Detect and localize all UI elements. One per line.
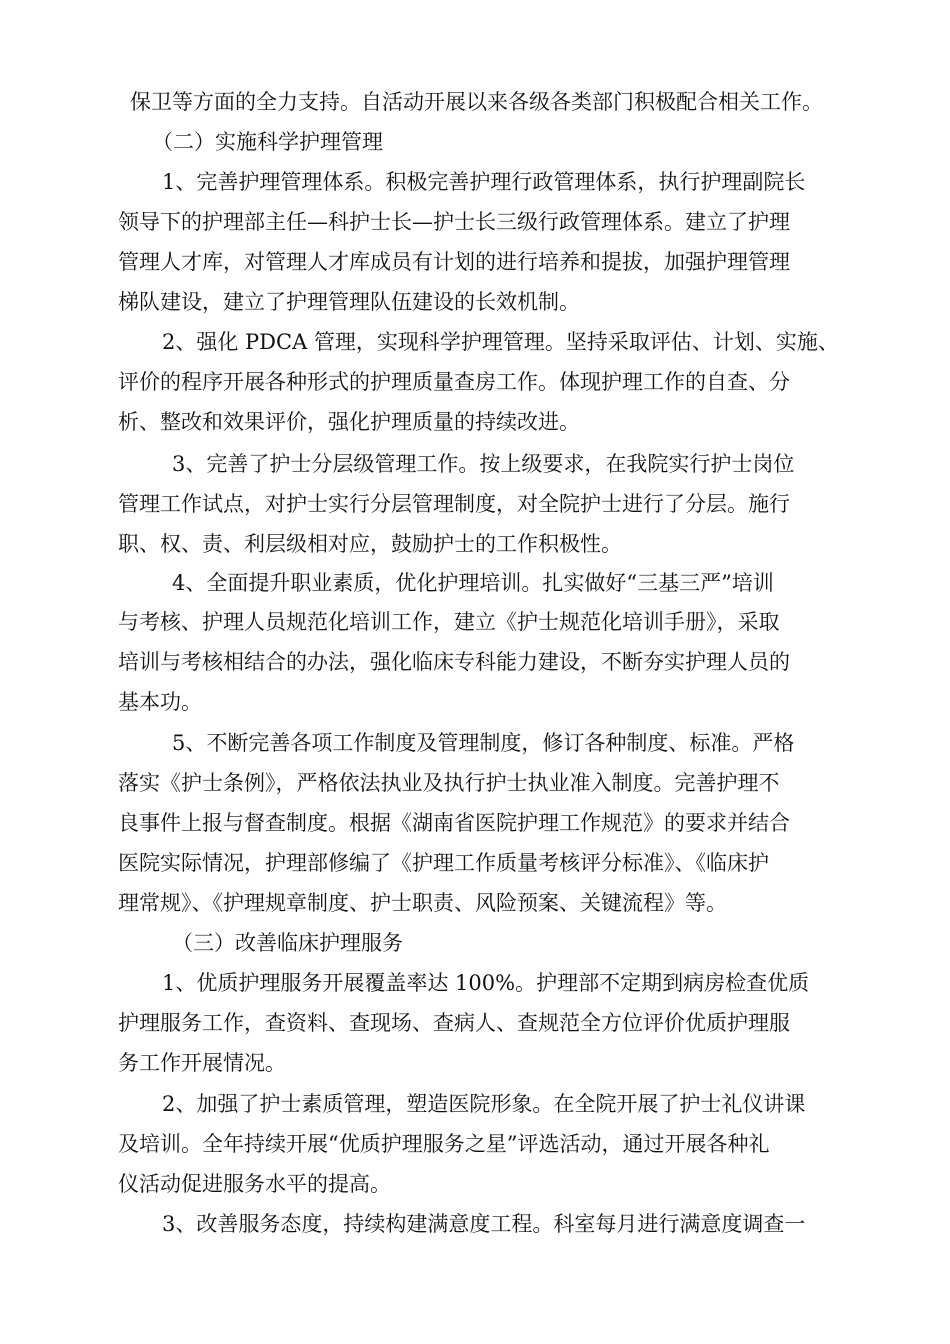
text-line: 3、改善服务态度，持续构建满意度工程。科室每月进行满意度调查一 (162, 1212, 806, 1236)
text-line: 管理人才库，对管理人才库成员有计划的进行培养和提拔，加强护理管理 (118, 250, 790, 274)
text-line: 梯队建设，建立了护理管理队伍建设的长效机制。 (118, 290, 580, 314)
text-line: 与考核、护理人员规范化培训工作，建立《护士规范化培训手册》，采取 (118, 610, 780, 634)
section-heading: （二）实施科学护理管理 (152, 130, 383, 154)
text-line: 仪活动促进服务水平的提高。 (118, 1172, 391, 1196)
text-line: 培训与考核相结合的办法，强化临床专科能力建设，不断夯实护理人员的 (118, 650, 790, 674)
text-line: 落实《护士条例》，严格依法执业及执行护士执业准入制度。完善护理不 (118, 771, 780, 795)
text-line: 2、加强了护士素质管理，塑造医院形象。在全院开展了护士礼仪讲课 (162, 1092, 806, 1116)
text-line: 医院实际情况，护理部修编了《护理工作质量考核评分标准》、《临床护 (118, 851, 769, 875)
text-line: 理常规》、《护理规章制度、护士职责、风险预案、关键流程》等。 (118, 891, 727, 915)
text-line: 良事件上报与督查制度。根据《湖南省医院护理工作规范》的要求并结合 (118, 811, 790, 835)
text-line: 析、整改和效果评价，强化护理质量的持续改进。 (118, 410, 580, 434)
text-line: 管理工作试点，对护士实行分层管理制度，对全院护士进行了分层。施行 (118, 492, 790, 516)
text-line: 1、完善护理管理体系。积极完善护理行政管理体系，执行护理副院长 (162, 170, 806, 194)
text-line: 务工作开展情况。 (118, 1051, 286, 1075)
text-line: 2、强化 PDCA 管理，实现科学护理管理。坚持采取评估、计划、实施、 (162, 330, 839, 354)
text-line: 3、完善了护士分层级管理工作。按上级要求，在我院实行护士岗位 (172, 452, 795, 476)
text-line: 护理服务工作，查资料、查现场、查病人、查规范全方位评价优质护理服 (118, 1011, 790, 1035)
text-line: 4、全面提升职业素质，优化护理培训。扎实做好“三基三严”培训 (172, 571, 774, 595)
text-line: 及培训。全年持续开展“优质护理服务之星”评选活动，通过开展各种礼 (118, 1132, 770, 1156)
section-heading: （三）改善临床护理服务 (172, 931, 403, 955)
text-line: 保卫等方面的全力支持。自活动开展以来各级各类部门积极配合相关工作。 (130, 90, 823, 114)
text-line: 1、优质护理服务开展覆盖率达 100%。护理部不定期到病房检查优质 (162, 971, 810, 995)
text-line: 5、不断完善各项工作制度及管理制度，修订各种制度、标准。严格 (172, 731, 795, 755)
text-line: 基本功。 (118, 690, 202, 714)
text-line: 职、权、责、利层级相对应，鼓励护士的工作积极性。 (118, 532, 622, 556)
text-line: 评价的程序开展各种形式的护理质量查房工作。体现护理工作的自查、分 (118, 370, 790, 394)
text-line: 领导下的护理部主任—科护士长—护士长三级行政管理体系。建立了护理 (118, 210, 790, 234)
